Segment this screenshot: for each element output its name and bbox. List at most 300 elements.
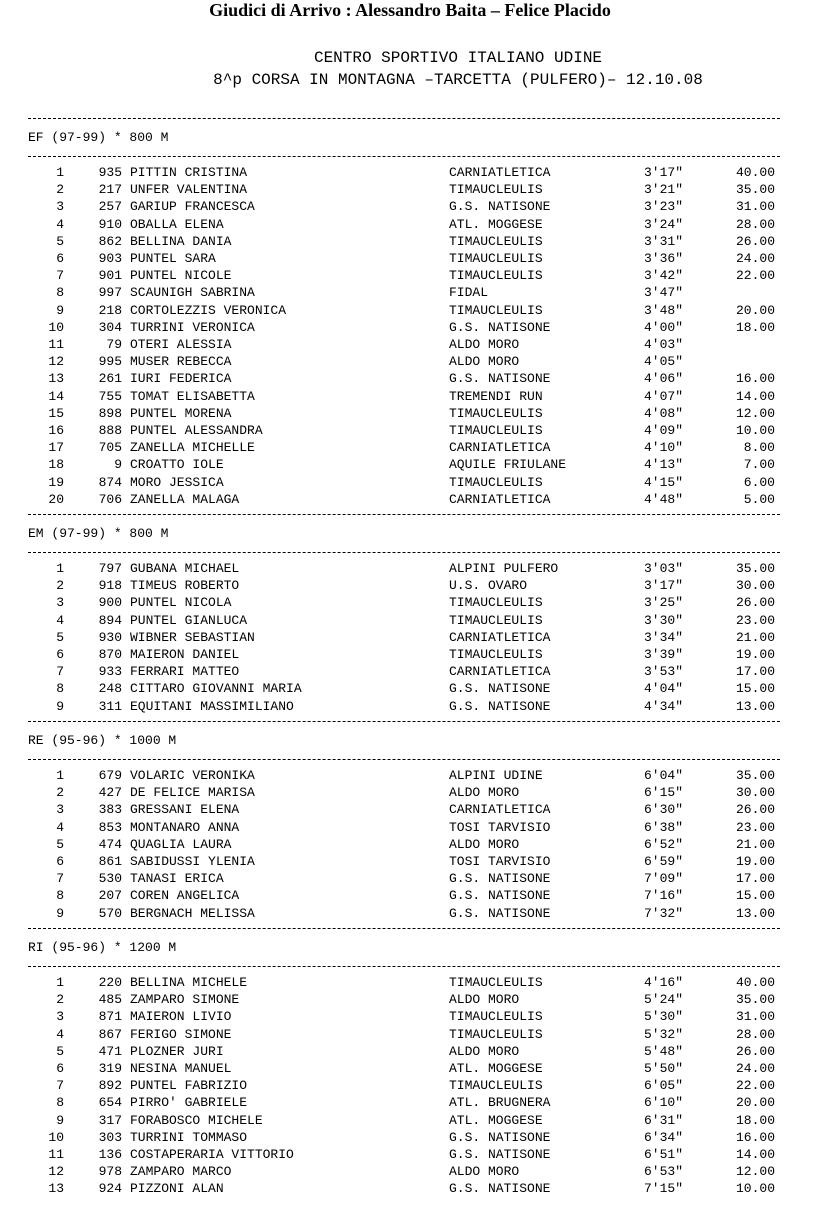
time-cell: 6'05" <box>643 1078 683 1094</box>
bib-number-cell: 870 <box>98 647 122 662</box>
result-row <box>28 594 780 611</box>
position-cell: 1 <box>56 561 64 576</box>
points-cell: 18.00 <box>735 319 775 335</box>
athlete-name-cell: SCAUNIGH SABRINA <box>130 285 255 301</box>
athlete-name-cell: DE FELICE MARISA <box>130 785 255 801</box>
athlete-name-cell: MONTANARO ANNA <box>130 819 240 835</box>
club-cell: G.S. NATISONE <box>449 371 551 387</box>
bib-number-cell: 485 <box>98 992 122 1008</box>
time-cell: 5'24" <box>643 992 683 1008</box>
position-cell: 7 <box>56 268 64 284</box>
position-cell: 7 <box>56 664 64 680</box>
athlete-name-cell: PITTIN CRISTINA <box>130 165 248 180</box>
time-cell: 3'23" <box>643 199 683 215</box>
bib-number-cell: 894 <box>98 612 122 628</box>
points-cell: 21.00 <box>735 629 775 645</box>
athlete-name-cell: CORTOLEZZIS VERONICA <box>130 302 287 318</box>
points-cell: 8.00 <box>743 440 775 456</box>
athlete-name-cell: PUNTEL ALESSANDRA <box>130 423 263 438</box>
bib-number-cell: 427 <box>98 785 122 801</box>
position-cell: 2 <box>56 578 64 594</box>
athlete-name-cell: PUNTEL FABRIZIO <box>130 1078 248 1094</box>
points-cell: 5.00 <box>743 491 775 507</box>
club-cell: ALDO MORO <box>449 992 520 1008</box>
result-row <box>28 353 780 370</box>
position-cell: 4 <box>56 819 64 835</box>
points-cell: 6.00 <box>743 474 775 490</box>
position-cell: 6 <box>56 647 64 662</box>
time-cell: 3'17" <box>643 165 683 180</box>
athlete-name-cell: FERIGO SIMONE <box>130 1026 232 1042</box>
position-cell: 5 <box>56 629 64 645</box>
club-cell: ALDO MORO <box>449 1164 520 1180</box>
time-cell: 3'03" <box>643 561 683 576</box>
position-cell: 6 <box>56 251 64 266</box>
club-cell: TIMAUCLEULIS <box>449 1078 543 1094</box>
club-cell: G.S. NATISONE <box>449 698 551 714</box>
bib-number-cell: 930 <box>98 629 122 645</box>
time-cell: 4'06" <box>643 371 683 387</box>
points-cell: 26.00 <box>735 802 775 818</box>
category-heading: RE (95-96) * 1000 M <box>28 733 177 748</box>
result-row <box>28 491 780 508</box>
points-cell: 30.00 <box>735 578 775 594</box>
bib-number-cell: 257 <box>98 199 122 215</box>
club-cell: TIMAUCLEULIS <box>449 405 543 421</box>
bib-number-cell: 871 <box>98 1009 122 1025</box>
bib-number-cell: 319 <box>98 1061 122 1076</box>
time-cell: 4'05" <box>643 354 683 370</box>
time-cell: 4'13" <box>643 457 683 473</box>
bib-number-cell: 853 <box>98 819 122 835</box>
result-row <box>28 991 780 1008</box>
athlete-name-cell: GARIUP FRANCESCA <box>130 199 255 215</box>
time-cell: 6'52" <box>643 836 683 852</box>
points-cell: 26.00 <box>735 1043 775 1059</box>
time-cell: 5'30" <box>643 1009 683 1025</box>
bib-number-cell: 304 <box>98 319 122 335</box>
section-divider <box>28 721 780 722</box>
bib-number-cell: 220 <box>98 975 122 990</box>
result-row <box>28 233 780 250</box>
result-row <box>28 870 780 887</box>
time-cell: 7'09" <box>643 871 683 887</box>
result-row <box>28 439 780 456</box>
time-cell: 3'30" <box>643 612 683 628</box>
position-cell: 7 <box>56 871 64 887</box>
athlete-name-cell: GRESSANI ELENA <box>130 802 240 818</box>
points-cell: 16.00 <box>735 371 775 387</box>
club-cell: AQUILE FRIULANE <box>449 457 567 473</box>
time-cell: 3'36" <box>643 251 683 266</box>
result-row <box>28 1077 780 1094</box>
bib-number-cell: 311 <box>98 698 122 714</box>
position-cell: 19 <box>48 474 64 490</box>
time-cell: 6'53" <box>643 1164 683 1180</box>
bib-number-cell: 654 <box>98 1095 122 1111</box>
athlete-name-cell: FORABOSCO MICHELE <box>130 1112 263 1128</box>
club-cell: TOSI TARVISIO <box>449 854 551 869</box>
time-cell: 6'04" <box>643 768 683 783</box>
athlete-name-cell: PUNTEL NICOLA <box>130 595 232 611</box>
bib-number-cell: 679 <box>98 768 122 783</box>
result-row <box>28 680 780 697</box>
result-row <box>28 1008 780 1025</box>
position-cell: 2 <box>56 785 64 801</box>
result-row <box>28 1094 780 1111</box>
athlete-name-cell: BELLINA MICHELE <box>130 975 248 990</box>
result-row <box>28 801 780 818</box>
bib-number-cell: 474 <box>98 836 122 852</box>
bib-number-cell: 978 <box>98 1164 122 1180</box>
club-cell: G.S. NATISONE <box>449 1147 551 1162</box>
result-row <box>28 198 780 215</box>
section-divider <box>28 552 780 553</box>
club-cell: TIMAUCLEULIS <box>449 251 543 266</box>
result-row <box>28 267 780 284</box>
bib-number-cell: 903 <box>98 251 122 266</box>
position-cell: 9 <box>56 698 64 714</box>
result-row <box>28 422 780 439</box>
points-cell: 35.00 <box>735 768 775 783</box>
position-cell: 20 <box>48 491 64 507</box>
time-cell: 6'31" <box>643 1112 683 1128</box>
athlete-name-cell: WIBNER SEBASTIAN <box>130 629 255 645</box>
athlete-name-cell: TANASI ERICA <box>130 871 224 887</box>
category-heading: EF (97-99) * 800 M <box>28 130 169 145</box>
points-cell: 10.00 <box>735 1181 775 1197</box>
position-cell: 8 <box>56 1095 64 1111</box>
club-cell: G.S. NATISONE <box>449 1181 551 1197</box>
club-cell: G.S. NATISONE <box>449 1129 551 1145</box>
time-cell: 3'42" <box>643 268 683 284</box>
points-cell: 17.00 <box>735 664 775 680</box>
result-row <box>28 164 780 181</box>
club-cell: CARNIATLETICA <box>449 165 551 180</box>
position-cell: 6 <box>56 854 64 869</box>
club-cell: ALPINI PULFERO <box>449 561 559 576</box>
time-cell: 7'32" <box>643 905 683 921</box>
time-cell: 5'50" <box>643 1061 683 1076</box>
points-cell: 24.00 <box>735 1061 775 1076</box>
athlete-name-cell: VOLARIC VERONIKA <box>130 768 255 783</box>
result-row <box>28 405 780 422</box>
category-heading: EM (97-99) * 800 M <box>28 526 169 541</box>
result-row <box>28 887 780 904</box>
position-cell: 3 <box>56 1009 64 1025</box>
athlete-name-cell: NESINA MANUEL <box>130 1061 232 1076</box>
athlete-name-cell: TURRINI VERONICA <box>130 319 255 335</box>
club-cell: TIMAUCLEULIS <box>449 423 543 438</box>
bib-number-cell: 995 <box>98 354 122 370</box>
time-cell: 6'51" <box>643 1147 683 1162</box>
result-row <box>28 302 780 319</box>
points-cell: 28.00 <box>735 216 775 232</box>
time-cell: 3'21" <box>643 182 683 198</box>
club-cell: TIMAUCLEULIS <box>449 975 543 990</box>
position-cell: 3 <box>56 199 64 215</box>
club-cell: ATL. MOGGESE <box>449 1112 543 1128</box>
points-cell: 18.00 <box>735 1112 775 1128</box>
points-cell: 30.00 <box>735 785 775 801</box>
position-cell: 2 <box>56 992 64 1008</box>
athlete-name-cell: PUNTEL NICOLE <box>130 268 232 284</box>
bib-number-cell: 933 <box>98 664 122 680</box>
points-cell: 12.00 <box>735 405 775 421</box>
result-row <box>28 836 780 853</box>
bib-number-cell: 797 <box>98 561 122 576</box>
points-cell: 31.00 <box>735 199 775 215</box>
athlete-name-cell: TIMEUS ROBERTO <box>130 578 240 594</box>
bib-number-cell: 261 <box>98 371 122 387</box>
position-cell: 7 <box>56 1078 64 1094</box>
club-cell: ALPINI UDINE <box>449 768 543 783</box>
time-cell: 3'31" <box>643 233 683 249</box>
result-row <box>28 1026 780 1043</box>
club-cell: G.S. NATISONE <box>449 905 551 921</box>
judges-heading: Giudici di Arrivo : Alessandro Baita – Felice Placido <box>209 0 611 20</box>
time-cell: 7'16" <box>643 888 683 904</box>
result-row <box>28 370 780 387</box>
time-cell: 5'48" <box>643 1043 683 1059</box>
section-divider <box>28 928 780 929</box>
position-cell: 6 <box>56 1061 64 1076</box>
bib-number-cell: 471 <box>98 1043 122 1059</box>
position-cell: 11 <box>48 337 64 352</box>
points-cell: 21.00 <box>735 836 775 852</box>
athlete-name-cell: TOMAT ELISABETTA <box>130 388 255 404</box>
result-row <box>28 853 780 870</box>
athlete-name-cell: MAIERON DANIEL <box>130 647 240 662</box>
time-cell: 6'30" <box>643 802 683 818</box>
section-divider <box>28 156 780 157</box>
time-cell: 4'48" <box>643 491 683 507</box>
time-cell: 3'48" <box>643 302 683 318</box>
result-row <box>28 388 780 405</box>
result-row <box>28 577 780 594</box>
result-row <box>28 1129 780 1146</box>
points-cell: 16.00 <box>735 1129 775 1145</box>
club-cell: ALDO MORO <box>449 785 520 801</box>
club-cell: G.S. NATISONE <box>449 888 551 904</box>
position-cell: 4 <box>56 1026 64 1042</box>
points-cell: 13.00 <box>735 905 775 921</box>
result-row <box>28 284 780 301</box>
points-cell: 13.00 <box>735 698 775 714</box>
club-cell: ATL. MOGGESE <box>449 1061 543 1076</box>
athlete-name-cell: MAIERON LIVIO <box>130 1009 232 1025</box>
time-cell: 4'34" <box>643 698 683 714</box>
athlete-name-cell: ZAMPARO MARCO <box>130 1164 232 1180</box>
section-divider <box>28 966 780 967</box>
athlete-name-cell: PUNTEL MORENA <box>130 405 232 421</box>
position-cell: 8 <box>56 888 64 904</box>
club-cell: TIMAUCLEULIS <box>449 1009 543 1025</box>
athlete-name-cell: SABIDUSSI YLENIA <box>130 854 255 869</box>
bib-number-cell: 918 <box>98 578 122 594</box>
bib-number-cell: 910 <box>98 216 122 232</box>
position-cell: 4 <box>56 612 64 628</box>
position-cell: 14 <box>48 388 64 404</box>
result-row <box>28 560 780 577</box>
points-cell: 35.00 <box>735 561 775 576</box>
time-cell: 6'38" <box>643 819 683 835</box>
race-title: 8^p CORSA IN MONTAGNA –TARCETTA (PULFERO)– 12.10.08 <box>213 71 703 89</box>
bib-number-cell: 248 <box>98 681 122 697</box>
club-cell: CARNIATLETICA <box>449 491 551 507</box>
position-cell: 18 <box>48 457 64 473</box>
club-cell: FIDAL <box>449 285 489 301</box>
athlete-name-cell: IURI FEDERICA <box>130 371 232 387</box>
points-cell: 23.00 <box>735 819 775 835</box>
time-cell: 7'15" <box>643 1181 683 1197</box>
time-cell: 4'08" <box>643 405 683 421</box>
points-cell: 15.00 <box>735 681 775 697</box>
club-cell: TOSI TARVISIO <box>449 819 551 835</box>
result-row <box>28 1112 780 1129</box>
bib-number-cell: 383 <box>98 802 122 818</box>
athlete-name-cell: CITTARO GIOVANNI MARIA <box>130 681 302 697</box>
time-cell: 3'47" <box>643 285 683 301</box>
club-cell: CARNIATLETICA <box>449 440 551 456</box>
points-cell: 40.00 <box>735 975 775 990</box>
bib-number-cell: 136 <box>98 1147 122 1162</box>
position-cell: 9 <box>56 1112 64 1128</box>
position-cell: 3 <box>56 802 64 818</box>
bib-number-cell: 530 <box>98 871 122 887</box>
result-row <box>28 1060 780 1077</box>
athlete-name-cell: MORO JESSICA <box>130 474 224 490</box>
club-cell: TIMAUCLEULIS <box>449 182 543 198</box>
time-cell: 3'17" <box>643 578 683 594</box>
bib-number-cell: 755 <box>98 388 122 404</box>
position-cell: 15 <box>48 405 64 421</box>
result-row <box>28 612 780 629</box>
athlete-name-cell: TURRINI TOMMASO <box>130 1129 248 1145</box>
club-cell: TIMAUCLEULIS <box>449 647 543 662</box>
category-heading: RI (95-96) * 1200 M <box>28 940 177 955</box>
bib-number-cell: 901 <box>98 268 122 284</box>
points-cell: 28.00 <box>735 1026 775 1042</box>
bib-number-cell: 898 <box>98 405 122 421</box>
position-cell: 3 <box>56 595 64 611</box>
bib-number-cell: 706 <box>98 491 122 507</box>
bib-number-cell: 935 <box>98 165 122 180</box>
points-cell: 26.00 <box>735 595 775 611</box>
athlete-name-cell: ZANELLA MALAGA <box>130 491 240 507</box>
bib-number-cell: 874 <box>98 474 122 490</box>
bib-number-cell: 924 <box>98 1181 122 1197</box>
athlete-name-cell: OBALLA ELENA <box>130 216 224 232</box>
athlete-name-cell: PUNTEL SARA <box>130 251 216 266</box>
position-cell: 16 <box>48 423 64 438</box>
result-row <box>28 646 780 663</box>
result-row <box>28 1180 780 1197</box>
bib-number-cell: 997 <box>98 285 122 301</box>
athlete-name-cell: OTERI ALESSIA <box>130 337 232 352</box>
bib-number-cell: 705 <box>98 440 122 456</box>
points-cell: 26.00 <box>735 233 775 249</box>
bib-number-cell: 888 <box>98 423 122 438</box>
club-cell: G.S. NATISONE <box>449 199 551 215</box>
athlete-name-cell: MUSER REBECCA <box>130 354 232 370</box>
athlete-name-cell: ZAMPARO SIMONE <box>130 992 240 1008</box>
athlete-name-cell: PIZZONI ALAN <box>130 1181 224 1197</box>
section-divider <box>28 514 780 515</box>
result-row <box>28 181 780 198</box>
position-cell: 13 <box>48 1181 64 1197</box>
bib-number-cell: 900 <box>98 595 122 611</box>
time-cell: 4'09" <box>643 423 683 438</box>
position-cell: 1 <box>56 975 64 990</box>
time-cell: 4'10" <box>643 440 683 456</box>
points-cell: 19.00 <box>735 854 775 869</box>
position-cell: 8 <box>56 681 64 697</box>
bib-number-cell: 317 <box>98 1112 122 1128</box>
result-row <box>28 767 780 784</box>
club-cell: CARNIATLETICA <box>449 664 551 680</box>
bib-number-cell: 303 <box>98 1129 122 1145</box>
club-cell: ALDO MORO <box>449 1043 520 1059</box>
club-cell: CARNIATLETICA <box>449 629 551 645</box>
club-cell: G.S. NATISONE <box>449 681 551 697</box>
time-cell: 6'10" <box>643 1095 683 1111</box>
time-cell: 4'07" <box>643 388 683 404</box>
club-cell: TIMAUCLEULIS <box>449 233 543 249</box>
athlete-name-cell: CROATTO IOLE <box>130 457 224 473</box>
athlete-name-cell: PUNTEL GIANLUCA <box>130 612 248 628</box>
result-row <box>28 1043 780 1060</box>
club-cell: TREMENDI RUN <box>449 388 543 404</box>
athlete-name-cell: GUBANA MICHAEL <box>130 561 240 576</box>
result-row <box>28 1146 780 1163</box>
result-row <box>28 319 780 336</box>
section-divider <box>28 118 780 119</box>
points-cell: 14.00 <box>735 388 775 404</box>
points-cell: 35.00 <box>735 992 775 1008</box>
club-cell: TIMAUCLEULIS <box>449 268 543 284</box>
result-row <box>28 629 780 646</box>
time-cell: 6'59" <box>643 854 683 869</box>
athlete-name-cell: QUAGLIA LAURA <box>130 836 232 852</box>
bib-number-cell: 217 <box>98 182 122 198</box>
club-cell: ATL. BRUGNERA <box>449 1095 551 1111</box>
position-cell: 1 <box>56 768 64 783</box>
position-cell: 10 <box>48 319 64 335</box>
points-cell: 22.00 <box>735 268 775 284</box>
position-cell: 5 <box>56 1043 64 1059</box>
time-cell: 4'03" <box>643 337 683 352</box>
bib-number-cell: 9 <box>114 457 122 473</box>
section-divider <box>28 759 780 760</box>
time-cell: 5'32" <box>643 1026 683 1042</box>
club-cell: ALDO MORO <box>449 354 520 370</box>
position-cell: 9 <box>56 302 64 318</box>
points-cell: 12.00 <box>735 1164 775 1180</box>
result-row <box>28 474 780 491</box>
time-cell: 3'24" <box>643 216 683 232</box>
bib-number-cell: 570 <box>98 905 122 921</box>
points-cell: 17.00 <box>735 871 775 887</box>
position-cell: 10 <box>48 1129 64 1145</box>
athlete-name-cell: PIRRO' GABRIELE <box>130 1095 248 1111</box>
club-cell: TIMAUCLEULIS <box>449 474 543 490</box>
club-cell: TIMAUCLEULIS <box>449 302 543 318</box>
position-cell: 13 <box>48 371 64 387</box>
time-cell: 3'53" <box>643 664 683 680</box>
time-cell: 3'39" <box>643 647 683 662</box>
bib-number-cell: 79 <box>106 337 122 352</box>
